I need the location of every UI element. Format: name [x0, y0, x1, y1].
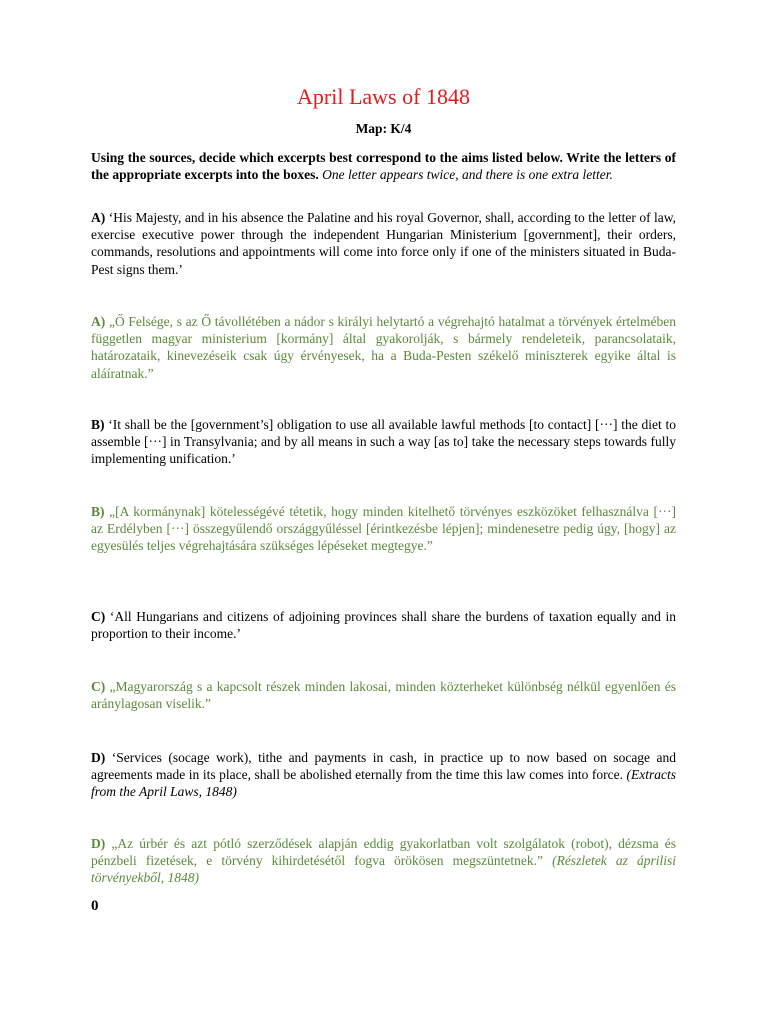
stray-mark: 0: [91, 898, 99, 914]
excerpt-c-label: C): [91, 609, 106, 624]
excerpt-b-label: B): [91, 417, 105, 432]
excerpt-b-text: ‘It shall be the [government’s] obligation to use all available lawful methods [to contact] [···] the diet to assemble [···] in Transylvania; and by all means in such a way [as to] take the necessary steps towards fully implementing unification.’: [91, 417, 677, 467]
map-reference: Map: K/4: [355, 121, 412, 136]
excerpt-c-english: [91, 608, 676, 642]
excerpt-b-hu-label: B): [91, 504, 105, 519]
page-title: April Laws of 1848: [297, 84, 470, 109]
excerpt-d-english: [91, 749, 676, 801]
excerpt-d-hu-source: (Részletek az áprilisi törvényekből, 1848): [91, 853, 676, 886]
excerpt-d-hu-text: „Az úrbér és azt pótló szerződések alapján eddig gyakorlatban volt szolgálatok (robot), dézsma és pénzbeli fizetések, e törvény kihirdetésétől fogva örökösen megszüntetnek.”: [91, 836, 676, 869]
excerpt-d-hungarian: [91, 835, 676, 887]
excerpt-a-text: ‘His Majesty, and in his absence the Palatine and his royal Governor, shall, according to the letter of law, exercise executive power through the independent Hungarian Ministerium [government], their orders, commands, resolutions and appointments will come into force only if one of the ministers situated in Buda-Pest signs them.’: [91, 210, 677, 277]
excerpt-a-english: [91, 209, 676, 278]
excerpt-a-hu-text: „Ő Felsége, s az Ő távollétében a nádor s királyi helytartó a végrehajtó hatalmat a törvények értelmében független magyar ministerium [kormány] által gyakorolják, s bármely rendeleteik, parancsolataik, határozataik, kinevezéseik csak úgy érvényesek, ha a Buda-Pesten székelő miniszterek egyike által is aláíratnak.”: [91, 314, 676, 381]
excerpt-b-english: [91, 416, 676, 468]
excerpt-a-hu-label: A): [91, 314, 106, 329]
excerpt-d-source: (Extracts from the April Laws, 1848): [91, 767, 677, 800]
excerpt-a-hungarian: [91, 313, 676, 382]
excerpt-b-hu-text: „[A kormánynak] kötelességévé tétetik, hogy minden kitelhető törvényes eszközöket felhasználva [···] az Erdélyben [···] összegyűlendő országgyűléssel [érintkezésbe lépjen]; mindenesetre pedig úgy, [hogy] az egyesülés teljes végrehajtására szükséges lépéseket megtegye.”: [91, 504, 676, 554]
excerpt-c-text: ‘All Hungarians and citizens of adjoining provinces shall share the burdens of taxation equally and in proportion to their income.’: [91, 609, 676, 642]
excerpt-d-hu-label: D): [91, 836, 106, 851]
excerpt-c-hu-label: C): [91, 679, 106, 694]
excerpt-a-label: A): [91, 210, 106, 225]
excerpt-c-hu-text: „Magyarország s a kapcsolt részek minden lakosai, minden közterheket különbség nélkül egyenlően és aránylagosan viselik.”: [91, 679, 677, 712]
instructions-main: Using the sources, decide which excerpts best correspond to the aims listed below. Write the letters of the appropriate excerpts into the boxes.: [91, 150, 676, 183]
instructions-note: One letter appears twice, and there is one extra letter.: [322, 167, 613, 183]
excerpt-c-hungarian: [91, 678, 676, 712]
excerpt-b-hungarian: [91, 503, 676, 555]
instructions: [91, 149, 676, 183]
excerpt-d-label: D): [91, 750, 106, 765]
excerpt-d-text: ‘Services (socage work), tithe and payments in cash, in practice up to now based on socage and agreements made in its place, shall be abolished eternally from the time this law comes into force.: [91, 750, 676, 783]
